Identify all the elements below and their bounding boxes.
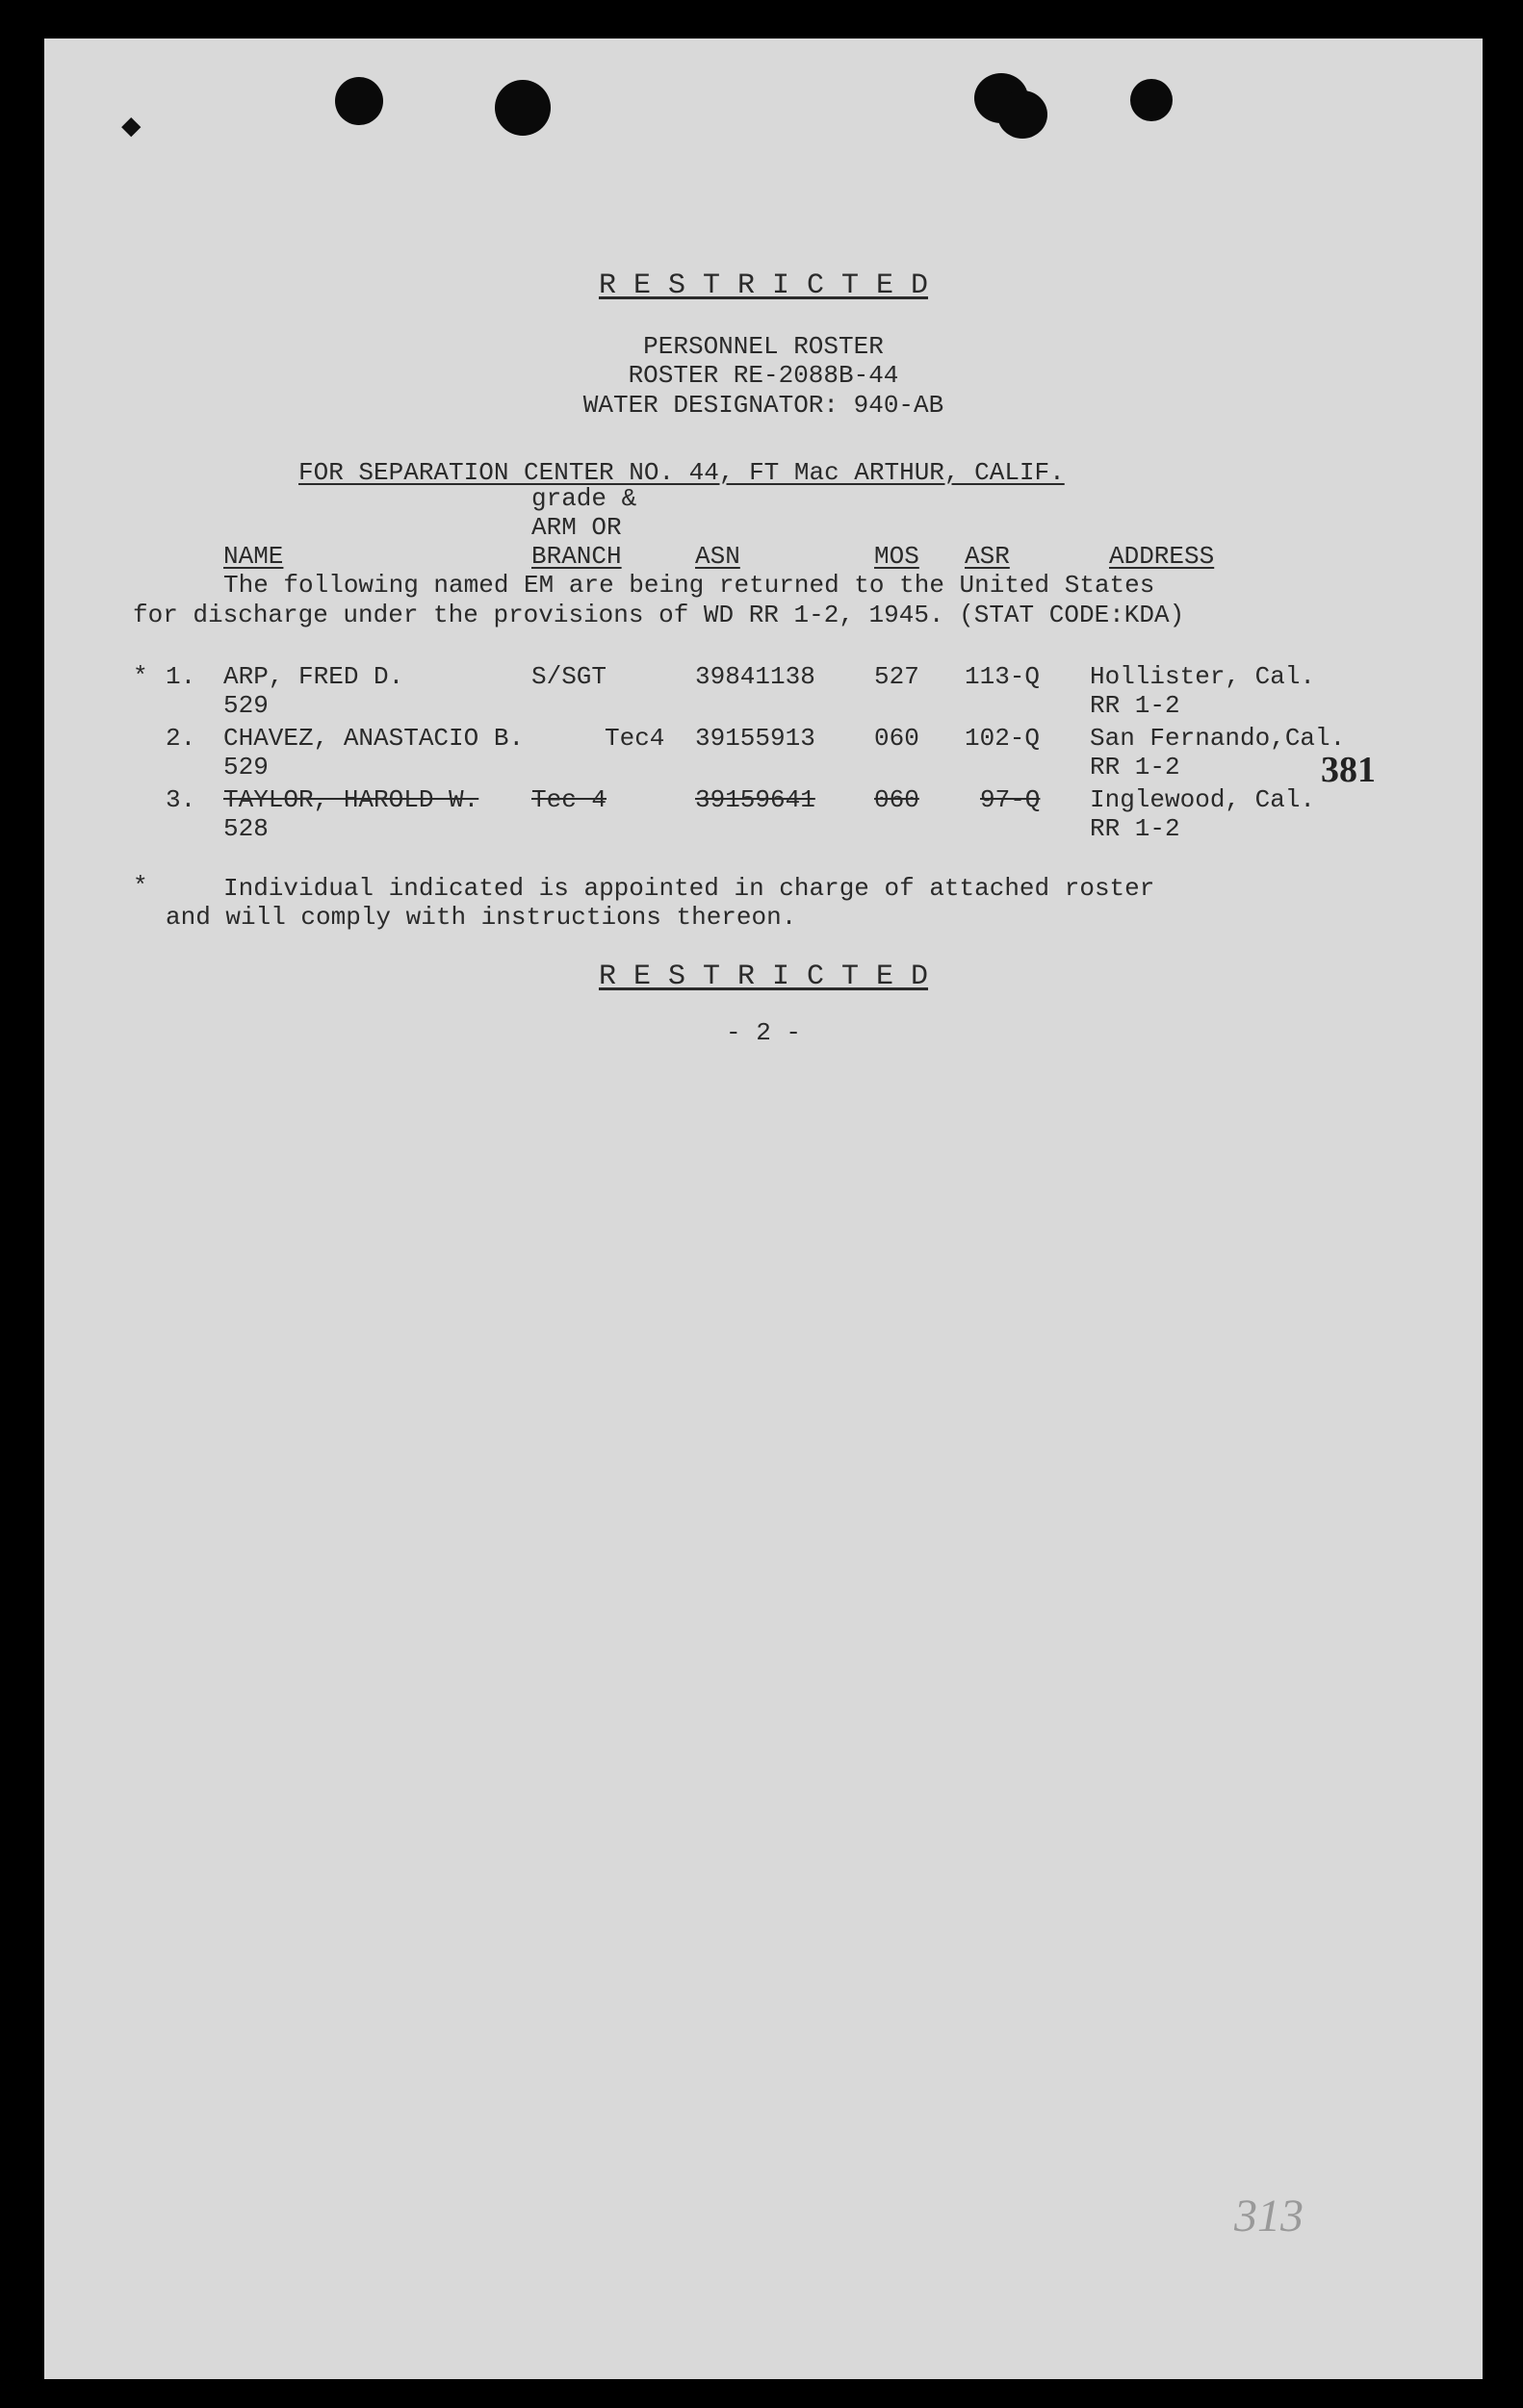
row-name: ARP, FRED D. bbox=[223, 662, 404, 691]
col-name: NAME bbox=[223, 542, 284, 571]
roster-title: PERSONNEL ROSTER bbox=[643, 332, 884, 361]
col-grade-1: grade & bbox=[531, 484, 637, 513]
destination-line: FOR SEPARATION CENTER NO. 44, FT Mac ARTHUR, CALIF. bbox=[298, 458, 1065, 487]
roster-number: ROSTER RE-2088B-44 bbox=[628, 361, 899, 390]
classification-header: R E S T R I C T E D bbox=[598, 269, 929, 302]
row-rr: RR 1-2 bbox=[1090, 753, 1180, 781]
row-asn: 39159641 bbox=[695, 785, 815, 814]
document-page bbox=[44, 38, 1483, 2379]
row-asr: 113-Q bbox=[965, 662, 1041, 691]
handwritten-number: 313 bbox=[1234, 2190, 1304, 2241]
row-grade: S/SGT bbox=[531, 662, 607, 691]
row-number: 2. bbox=[166, 724, 196, 753]
page-number: - 2 - bbox=[725, 1018, 801, 1047]
col-asr: ASR bbox=[965, 542, 1010, 571]
row-mos: 060 bbox=[874, 724, 919, 753]
row-asr: 97-Q bbox=[980, 785, 1041, 814]
row-address: Inglewood, Cal. bbox=[1090, 785, 1316, 814]
row-grade: Tec 4 bbox=[531, 785, 607, 814]
footnote-mark: * bbox=[133, 872, 148, 901]
intro-line-1: The following named EM are being returned to the United States bbox=[223, 571, 1155, 600]
col-address: ADDRESS bbox=[1109, 542, 1215, 571]
row-asn: 39155913 bbox=[695, 724, 815, 753]
footnote-line-2: and will comply with instructions thereon. bbox=[166, 903, 797, 932]
row-asn: 39841138 bbox=[695, 662, 815, 691]
punch-hole bbox=[495, 80, 551, 136]
footnote-line-1: Individual indicated is appointed in charge of attached roster bbox=[223, 874, 1155, 903]
row-rr: RR 1-2 bbox=[1090, 814, 1180, 843]
col-mos: MOS bbox=[874, 542, 919, 571]
row-name: CHAVEZ, ANASTACIO B. bbox=[223, 724, 525, 753]
row-sub: 529 bbox=[223, 753, 269, 781]
stamp-number: 381 bbox=[1321, 750, 1376, 790]
row-sub: 529 bbox=[223, 691, 269, 720]
col-grade-2: ARM OR bbox=[531, 513, 622, 542]
row-rr: RR 1-2 bbox=[1090, 691, 1180, 720]
row-grade: Tec4 bbox=[605, 724, 665, 753]
col-grade-3: BRANCH bbox=[531, 542, 622, 571]
classification-footer: R E S T R I C T E D bbox=[598, 961, 929, 993]
water-designator: WATER DESIGNATOR: 940-AB bbox=[582, 391, 944, 420]
row-mark: * bbox=[133, 662, 148, 691]
row-address: Hollister, Cal. bbox=[1090, 662, 1316, 691]
row-mos: 527 bbox=[874, 662, 919, 691]
punch-hole bbox=[997, 90, 1047, 139]
punch-hole bbox=[1130, 79, 1173, 121]
row-address: San Fernando,Cal. bbox=[1090, 724, 1346, 753]
intro-line-2: for discharge under the provisions of WD RR 1-2, 1945. (STAT CODE:KDA) bbox=[133, 601, 1185, 629]
col-asn: ASN bbox=[695, 542, 740, 571]
row-mos: 060 bbox=[874, 785, 919, 814]
row-number: 3. bbox=[166, 785, 196, 814]
row-name: TAYLOR, HAROLD W. bbox=[223, 785, 479, 814]
row-sub: 528 bbox=[223, 814, 269, 843]
row-number: 1. bbox=[166, 662, 196, 691]
ink-spot: ◆ bbox=[121, 110, 142, 146]
row-asr: 102-Q bbox=[965, 724, 1041, 753]
punch-hole bbox=[335, 77, 383, 125]
